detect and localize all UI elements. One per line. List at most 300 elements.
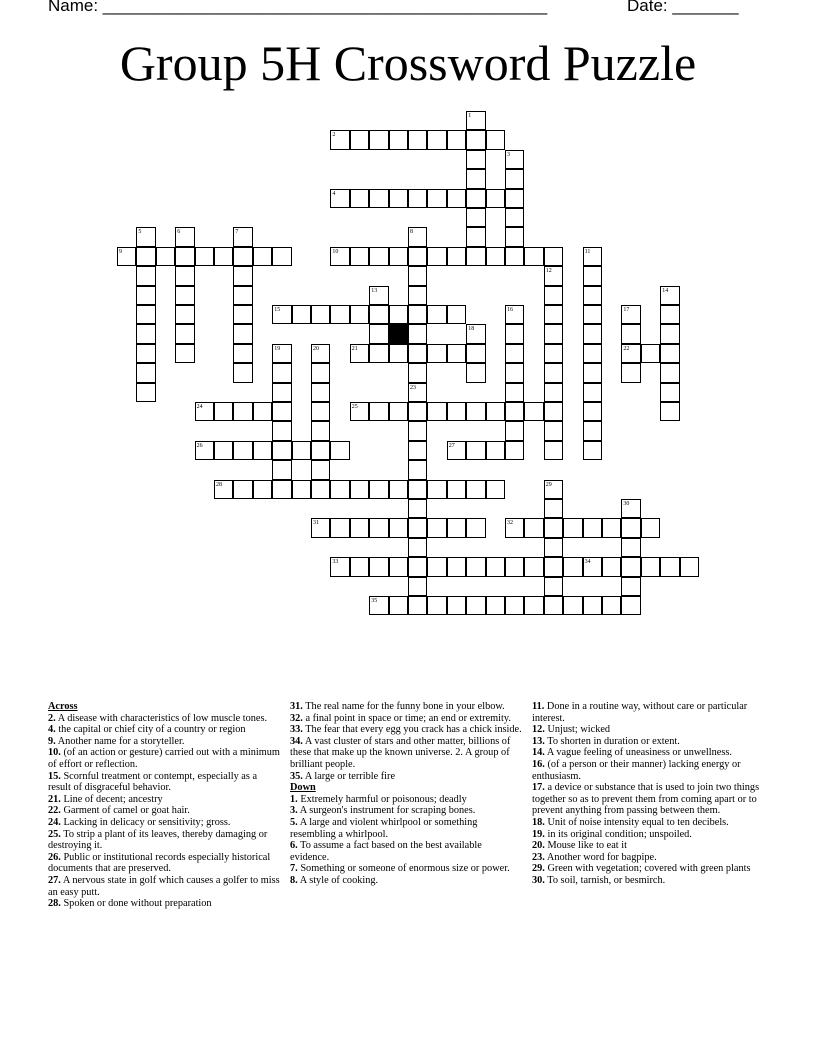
- grid-cell[interactable]: [466, 480, 485, 499]
- grid-cell[interactable]: [272, 460, 291, 479]
- across-heading: Across: [48, 701, 78, 712]
- grid-cell[interactable]: [233, 324, 252, 343]
- across-clue: [48, 805, 280, 817]
- grid-cell[interactable]: [389, 344, 408, 363]
- grid-cell[interactable]: [350, 247, 369, 266]
- grid-cell[interactable]: [330, 441, 349, 460]
- grid-cell[interactable]: [136, 324, 155, 343]
- across-clue: [290, 724, 522, 736]
- grid-cell[interactable]: [505, 169, 524, 188]
- clue-text: Another name for a storyteller.: [57, 735, 185, 747]
- clue-number: 22.: [48, 805, 61, 817]
- grid-cell[interactable]: [505, 441, 524, 460]
- cell-number: 26: [196, 442, 203, 449]
- clue-text: Mouse like to eat it: [547, 840, 627, 852]
- grid-cell[interactable]: [136, 344, 155, 363]
- grid-cell[interactable]: [486, 596, 505, 615]
- grid-cell[interactable]: [272, 480, 291, 499]
- clue-number: 8.: [290, 874, 298, 886]
- clue-number: 31.: [290, 701, 303, 712]
- grid-cell[interactable]: [427, 305, 446, 324]
- down-clue: [532, 701, 764, 724]
- grid-cell[interactable]: [466, 402, 485, 421]
- grid-cell[interactable]: [330, 305, 349, 324]
- clue-text: the capital or chief city of a country or region: [58, 724, 246, 736]
- cell-number: 16: [507, 307, 513, 313]
- grid-cell[interactable]: [350, 130, 369, 149]
- grid-cell[interactable]: [408, 499, 427, 518]
- grid-cell[interactable]: [486, 402, 505, 421]
- clue-number: 18.: [532, 816, 545, 828]
- clue-text: The fear that every egg you crack has a chick inside.: [305, 724, 522, 736]
- grid-cell[interactable]: [544, 538, 563, 557]
- grid-cell[interactable]: [350, 480, 369, 499]
- grid-cell[interactable]: [369, 402, 388, 421]
- cell-number: 33: [332, 559, 339, 566]
- clue-number: 33.: [290, 724, 303, 736]
- grid-cell[interactable]: [621, 577, 640, 596]
- grid-cell[interactable]: [408, 363, 427, 382]
- grid-cell[interactable]: [389, 130, 408, 149]
- grid-cell[interactable]: [583, 363, 602, 382]
- grid-cell[interactable]: [505, 421, 524, 440]
- grid-cell[interactable]: [272, 441, 291, 460]
- grid-cell[interactable]: [466, 189, 485, 208]
- grid-cell[interactable]: [505, 344, 524, 363]
- across-clue: [48, 736, 280, 748]
- grid-cell[interactable]: [233, 363, 252, 382]
- grid-cell[interactable]: [660, 344, 679, 363]
- grid-cell[interactable]: [311, 402, 330, 421]
- grid-cell[interactable]: [408, 130, 427, 149]
- grid-block: [389, 324, 408, 343]
- grid-cell[interactable]: [253, 480, 272, 499]
- clue-number: 13.: [532, 735, 545, 747]
- grid-cell[interactable]: [544, 421, 563, 440]
- grid-cell[interactable]: [583, 266, 602, 285]
- grid-cell[interactable]: [660, 402, 679, 421]
- grid-cell[interactable]: [427, 402, 446, 421]
- grid-cell[interactable]: [175, 247, 194, 266]
- grid-cell[interactable]: [505, 247, 524, 266]
- clue-number: 4.: [48, 724, 56, 736]
- grid-cell[interactable]: [389, 189, 408, 208]
- grid-cell[interactable]: [350, 557, 369, 576]
- grid-cell[interactable]: [486, 441, 505, 460]
- clue-text: Done in a routine way, without care or particular interest.: [532, 701, 748, 724]
- grid-cell[interactable]: [389, 305, 408, 324]
- grid-cell[interactable]: [175, 286, 194, 305]
- grid-cell[interactable]: [233, 286, 252, 305]
- grid-cell[interactable]: [621, 324, 640, 343]
- clue-number: 21.: [48, 793, 61, 805]
- grid-cell[interactable]: [175, 324, 194, 343]
- grid-cell[interactable]: [466, 518, 485, 537]
- grid-cell[interactable]: [466, 363, 485, 382]
- grid-cell[interactable]: [447, 402, 466, 421]
- grid-cell[interactable]: [292, 480, 311, 499]
- clue-number: 27.: [48, 874, 61, 886]
- grid-cell[interactable]: [447, 130, 466, 149]
- across-clue: [48, 817, 280, 829]
- cell-number: 20: [313, 345, 319, 352]
- grid-cell[interactable]: [505, 227, 524, 246]
- clue-text: Something or someone of enormous size or power.: [300, 863, 510, 875]
- grid-cell[interactable]: [544, 499, 563, 518]
- grid-cell[interactable]: [195, 247, 214, 266]
- grid-cell[interactable]: [136, 286, 155, 305]
- grid-cell[interactable]: [660, 557, 679, 576]
- grid-cell[interactable]: [292, 305, 311, 324]
- grid-cell[interactable]: [408, 480, 427, 499]
- grid-cell[interactable]: [466, 208, 485, 227]
- grid-cell[interactable]: [602, 557, 621, 576]
- grid-cell[interactable]: [447, 247, 466, 266]
- grid-cell[interactable]: [427, 247, 446, 266]
- grid-cell[interactable]: [544, 557, 563, 576]
- grid-cell[interactable]: [583, 596, 602, 615]
- grid-cell[interactable]: [544, 596, 563, 615]
- grid-cell[interactable]: [602, 518, 621, 537]
- grid-cell[interactable]: [408, 596, 427, 615]
- clue-number: 26.: [48, 851, 61, 863]
- cell-number: 23: [410, 384, 416, 391]
- grid-cell[interactable]: [369, 305, 388, 324]
- grid-cell[interactable]: [447, 596, 466, 615]
- grid-cell[interactable]: [466, 557, 485, 576]
- grid-cell[interactable]: [408, 324, 427, 343]
- grid-cell[interactable]: [427, 130, 446, 149]
- grid-cell[interactable]: [330, 480, 349, 499]
- grid-cell[interactable]: [583, 421, 602, 440]
- grid-cell[interactable]: [369, 344, 388, 363]
- grid-cell[interactable]: [311, 480, 330, 499]
- grid-cell[interactable]: [311, 363, 330, 382]
- grid-cell[interactable]: [233, 480, 252, 499]
- grid-cell[interactable]: [175, 305, 194, 324]
- across-clue: [290, 713, 522, 725]
- clue-text: Line of decent; ancestry: [63, 793, 163, 805]
- grid-cell[interactable]: [563, 557, 582, 576]
- grid-cell[interactable]: [369, 130, 388, 149]
- grid-cell[interactable]: [505, 363, 524, 382]
- across-clue: [48, 875, 280, 898]
- down-clue: [532, 852, 764, 864]
- grid-cell[interactable]: [660, 363, 679, 382]
- grid-cell[interactable]: [408, 460, 427, 479]
- grid-cell[interactable]: [505, 557, 524, 576]
- down-clue: [290, 817, 522, 840]
- grid-cell[interactable]: [369, 247, 388, 266]
- grid-cell[interactable]: [544, 383, 563, 402]
- grid-cell[interactable]: [233, 266, 252, 285]
- grid-cell[interactable]: [466, 441, 485, 460]
- clue-text: A vast cluster of stars and other matter, billions of these that make up the known universe. 2. A group of brilliant people.: [290, 735, 511, 770]
- grid-cell[interactable]: [233, 441, 252, 460]
- grid-cell[interactable]: [233, 402, 252, 421]
- grid-cell[interactable]: [621, 596, 640, 615]
- grid-cell[interactable]: [621, 538, 640, 557]
- grid-cell[interactable]: [408, 538, 427, 557]
- grid-cell[interactable]: [330, 518, 349, 537]
- clue-text: A disease with characteristics of low muscle tones.: [57, 712, 268, 724]
- grid-cell[interactable]: [272, 402, 291, 421]
- grid-cell[interactable]: [389, 247, 408, 266]
- clue-number: 24.: [48, 816, 61, 828]
- grid-cell[interactable]: [505, 402, 524, 421]
- clue-number: 5.: [290, 816, 298, 828]
- down-clue: [532, 840, 764, 852]
- grid-cell[interactable]: [505, 596, 524, 615]
- grid-cell[interactable]: [544, 305, 563, 324]
- grid-cell[interactable]: [447, 518, 466, 537]
- grid-cell[interactable]: [544, 324, 563, 343]
- grid-cell[interactable]: [583, 286, 602, 305]
- grid-cell[interactable]: [505, 324, 524, 343]
- grid-cell[interactable]: [505, 383, 524, 402]
- grid-cell[interactable]: [389, 557, 408, 576]
- grid-cell[interactable]: [136, 305, 155, 324]
- grid-cell[interactable]: [466, 596, 485, 615]
- clue-text: a device or substance that is used to join two things together so as to prevent them from coming apart or to prevent anything from passing between them.: [532, 782, 760, 817]
- grid-cell[interactable]: [408, 247, 427, 266]
- clue-text: To shorten in duration or extent.: [547, 735, 680, 747]
- clue-number: 10.: [48, 747, 61, 759]
- grid-cell[interactable]: [544, 402, 563, 421]
- cell-number: 34: [584, 559, 591, 566]
- grid-cell[interactable]: [175, 266, 194, 285]
- grid-cell[interactable]: [175, 344, 194, 363]
- grid-cell[interactable]: [408, 189, 427, 208]
- clue-number: 34.: [290, 735, 303, 747]
- grid-cell[interactable]: [544, 247, 563, 266]
- grid-cell[interactable]: [214, 402, 233, 421]
- grid-cell[interactable]: [544, 363, 563, 382]
- cell-number: 28: [216, 481, 222, 488]
- grid-cell[interactable]: [466, 344, 485, 363]
- grid-cell[interactable]: [369, 518, 388, 537]
- grid-cell[interactable]: [524, 596, 543, 615]
- grid-cell[interactable]: [427, 344, 446, 363]
- clue-text: Public or institutional records especially historical documents that are preserved.: [48, 851, 271, 875]
- grid-cell[interactable]: [447, 557, 466, 576]
- grid-cell[interactable]: [369, 557, 388, 576]
- clue-number: 35.: [290, 770, 303, 782]
- grid-cell[interactable]: [350, 305, 369, 324]
- grid-cell[interactable]: [427, 596, 446, 615]
- grid-cell[interactable]: [486, 480, 505, 499]
- grid-cell[interactable]: [408, 286, 427, 305]
- grid-cell[interactable]: [408, 402, 427, 421]
- grid-cell[interactable]: [466, 150, 485, 169]
- down-clue: [532, 829, 764, 841]
- date-field-line: Date: _______: [627, 0, 739, 15]
- grid-cell[interactable]: [660, 305, 679, 324]
- cell-number: 19: [274, 345, 281, 352]
- grid-cell[interactable]: [660, 324, 679, 343]
- clue-text: A large and violent whirlpool or something resembling a whirlpool.: [290, 816, 478, 840]
- grid-cell[interactable]: [583, 324, 602, 343]
- grid-cell[interactable]: [583, 441, 602, 460]
- grid-cell[interactable]: [544, 518, 563, 537]
- grid-cell[interactable]: [660, 383, 679, 402]
- grid-cell[interactable]: [272, 247, 291, 266]
- grid-cell[interactable]: [408, 441, 427, 460]
- grid-cell[interactable]: [253, 441, 272, 460]
- grid-cell[interactable]: [253, 402, 272, 421]
- clue-text: A large or terrible fire: [304, 770, 396, 782]
- grid-cell[interactable]: [311, 460, 330, 479]
- grid-cell[interactable]: [486, 557, 505, 576]
- across-clue: [48, 794, 280, 806]
- grid-cell[interactable]: [466, 130, 485, 149]
- grid-cell[interactable]: [583, 344, 602, 363]
- grid-cell[interactable]: [408, 421, 427, 440]
- clues-column-2: [290, 701, 522, 887]
- grid-cell[interactable]: [544, 344, 563, 363]
- grid-cell[interactable]: [563, 518, 582, 537]
- grid-cell[interactable]: [253, 247, 272, 266]
- down-clue: [290, 863, 522, 875]
- clue-text: a final point in space or time; an end or extremity.: [305, 712, 511, 724]
- grid-cell[interactable]: [466, 227, 485, 246]
- down-clue: [532, 817, 764, 829]
- grid-cell[interactable]: [136, 383, 155, 402]
- grid-cell[interactable]: [389, 480, 408, 499]
- clue-text: Scornful treatment or contempt, especially as a result of disgraceful behavior.: [48, 770, 258, 794]
- clue-text: To strip a plant of its leaves, thereby damaging or destroying it.: [48, 828, 268, 852]
- grid-cell[interactable]: [621, 557, 640, 576]
- grid-cell[interactable]: [389, 518, 408, 537]
- clue-text: Garment of camel or goat hair.: [63, 805, 190, 817]
- cell-number: 17: [623, 307, 630, 313]
- grid-cell[interactable]: [583, 305, 602, 324]
- grid-cell[interactable]: [233, 305, 252, 324]
- grid-cell[interactable]: [369, 324, 388, 343]
- grid-cell[interactable]: [524, 402, 543, 421]
- grid-cell[interactable]: [389, 596, 408, 615]
- grid-cell[interactable]: [447, 189, 466, 208]
- grid-cell[interactable]: [563, 596, 582, 615]
- grid-cell[interactable]: [233, 247, 252, 266]
- grid-cell[interactable]: [427, 189, 446, 208]
- grid-cell[interactable]: [292, 441, 311, 460]
- clue-text: To assume a fact based on the best available evidence.: [290, 840, 482, 863]
- grid-cell[interactable]: [602, 596, 621, 615]
- grid-cell[interactable]: [641, 557, 660, 576]
- grid-cell[interactable]: [583, 383, 602, 402]
- clue-number: 15.: [48, 770, 61, 782]
- grid-cell[interactable]: [214, 247, 233, 266]
- grid-cell[interactable]: [466, 169, 485, 188]
- grid-cell[interactable]: [621, 518, 640, 537]
- grid-cell[interactable]: [524, 518, 543, 537]
- grid-cell[interactable]: [486, 130, 505, 149]
- grid-cell[interactable]: [447, 344, 466, 363]
- cell-number: 9: [119, 248, 122, 255]
- grid-cell[interactable]: [311, 421, 330, 440]
- grid-cell[interactable]: [427, 480, 446, 499]
- down-clue: [532, 759, 764, 782]
- grid-cell[interactable]: [408, 518, 427, 537]
- clues-column-1: [48, 701, 280, 910]
- across-clue: [48, 747, 280, 770]
- grid-cell[interactable]: [311, 383, 330, 402]
- grid-cell[interactable]: [544, 286, 563, 305]
- grid-cell[interactable]: [369, 189, 388, 208]
- grid-cell[interactable]: [544, 441, 563, 460]
- grid-cell[interactable]: [621, 363, 640, 382]
- down-clue: [532, 736, 764, 748]
- grid-cell[interactable]: [427, 557, 446, 576]
- grid-cell[interactable]: [505, 189, 524, 208]
- puzzle-title: Group 5H Crossword Puzzle: [119, 35, 697, 91]
- grid-cell[interactable]: [641, 344, 660, 363]
- cell-number: 18: [468, 326, 475, 333]
- grid-cell[interactable]: [408, 305, 427, 324]
- grid-cell[interactable]: [136, 266, 155, 285]
- cell-number: 7: [235, 229, 239, 236]
- grid-cell[interactable]: [544, 577, 563, 596]
- clue-text: Spoken or done without preparation: [63, 898, 212, 910]
- grid-cell[interactable]: [214, 441, 233, 460]
- grid-cell[interactable]: [156, 247, 175, 266]
- grid-cell[interactable]: [583, 518, 602, 537]
- clue-number: 12.: [532, 724, 545, 736]
- grid-cell[interactable]: [505, 208, 524, 227]
- grid-cell[interactable]: [486, 189, 505, 208]
- grid-cell[interactable]: [641, 518, 660, 537]
- grid-cell[interactable]: [389, 402, 408, 421]
- clue-text: To soil, tarnish, or besmirch.: [547, 874, 666, 886]
- clue-number: 30.: [532, 874, 545, 886]
- grid-cell[interactable]: [680, 557, 699, 576]
- grid-cell[interactable]: [272, 363, 291, 382]
- grid-cell[interactable]: [524, 247, 543, 266]
- across-clue: [290, 736, 522, 771]
- grid-cell[interactable]: [350, 189, 369, 208]
- grid-cell[interactable]: [408, 577, 427, 596]
- grid-cell[interactable]: [272, 383, 291, 402]
- grid-cell[interactable]: [447, 480, 466, 499]
- grid-cell[interactable]: [524, 557, 543, 576]
- grid-cell[interactable]: [136, 363, 155, 382]
- grid-cell[interactable]: [427, 518, 446, 537]
- clue-number: 16.: [532, 758, 545, 770]
- across-clue: [48, 829, 280, 852]
- grid-cell[interactable]: [408, 557, 427, 576]
- clue-number: 7.: [290, 863, 298, 875]
- grid-cell[interactable]: [447, 305, 466, 324]
- grid-cell[interactable]: [466, 247, 485, 266]
- grid-cell[interactable]: [233, 344, 252, 363]
- cell-number: 1: [468, 113, 472, 119]
- grid-cell[interactable]: [350, 518, 369, 537]
- across-clue: [290, 701, 522, 713]
- grid-cell[interactable]: [311, 441, 330, 460]
- grid-cell[interactable]: [486, 247, 505, 266]
- grid-cell[interactable]: [311, 305, 330, 324]
- clue-text: Green with vegetation; covered with green plants: [547, 863, 751, 875]
- grid-cell[interactable]: [369, 480, 388, 499]
- grid-cell[interactable]: [272, 421, 291, 440]
- grid-cell[interactable]: [136, 247, 155, 266]
- grid-cell[interactable]: [408, 266, 427, 285]
- grid-cell[interactable]: [583, 402, 602, 421]
- down-clue: [532, 863, 764, 875]
- clue-text: The real name for the funny bone in your elbow.: [305, 701, 505, 712]
- grid-cell[interactable]: [408, 344, 427, 363]
